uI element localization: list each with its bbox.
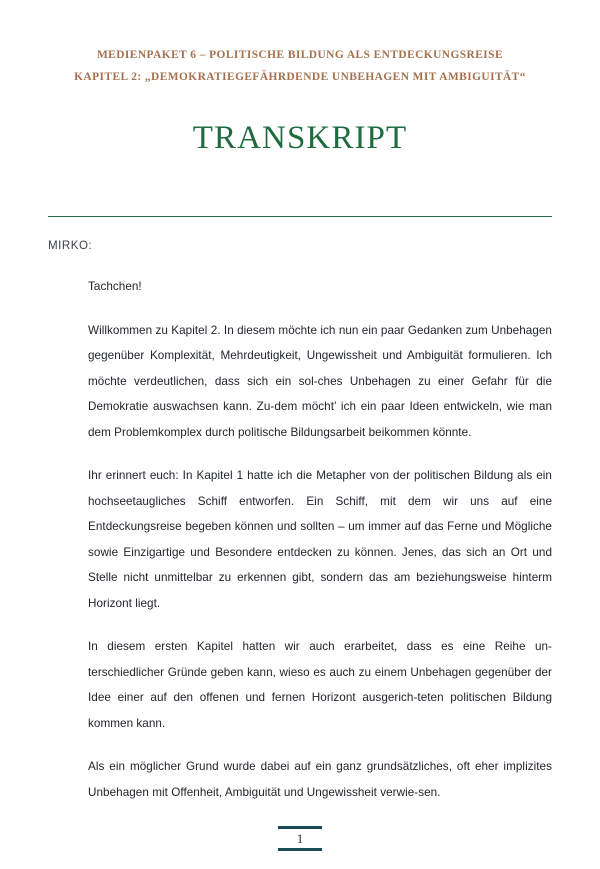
transcript-body (48, 237, 552, 869)
page-footer (0, 826, 600, 851)
running-header-line-2: KAPITEL 2: „DEMOKRATIEGEFÄHRDENDE UNBEHAGEN MIT AMBIGUITÄT“ (74, 71, 526, 83)
transcript-paragraph: Tachchen! (88, 280, 142, 294)
speech-block (88, 274, 552, 805)
running-header-line-1: MEDIENPAKET 6 – POLITISCHE BILDUNG ALS ENTDECKUNGSREISE (96, 49, 503, 61)
transcript-paragraph: Ihr erinnert euch: In Kapitel 1 hatte ich die Metapher von der politischen Bildung als ein hochseetaugliches Schiff entworfen. Ein Schiff, mit dem wir uns auf eine Entdeckungsreise begeben können und sollten – um immer auf das Ferne und Mögliche sowie Einzigartige und Besondere entdecken zu können. Jenes, das sich an Ort und Stelle nicht unmittelbar zu erkennen gibt, sondern das am beziehungsweise hinterm Horizont liegt. (88, 469, 552, 610)
speaker-label: MIRKO: (48, 239, 93, 253)
page-title: TRANSKRIPT (192, 120, 408, 156)
transcript-paragraph: Als ein möglicher Grund wurde dabei auf ein ganz grundsätzliches, oft eher implizites Unbehagen mit Offenheit, Ambiguität und Ungewissheit verwie-sen. (88, 760, 552, 799)
transcript-paragraph: Willkommen zu Kapitel 2. In diesem möchte ich nun ein paar Gedanken zum Unbehagen gegenüber Komplexität, Mehrdeutigkeit, Ungewissheit und Ambiguität formulieren. Ich möchte verdeutlichen, dass sich ein sol-ches Unbehagen zu einer Gefahr für die Demokratie auswachsen kann. Zu-dem möcht’ ich ein paar Ideen entwickeln, wie man dem Problemkomplex durch politische Bildungsarbeit beikommen könnte. (88, 323, 552, 439)
page-number: 1 (278, 826, 322, 851)
running-header (0, 44, 600, 88)
title-divider (48, 216, 552, 217)
transcript-paragraph: In diesem ersten Kapitel hatten wir auch erarbeitet, dass es eine Reihe un-terschiedlicher Gründe geben kann, wieso es auch zu einem Unbehagen gegenüber der Idee einer auf den offenen und fernen Horizont ausgerich-teten politischen Bildung kommen kann. (88, 640, 552, 730)
